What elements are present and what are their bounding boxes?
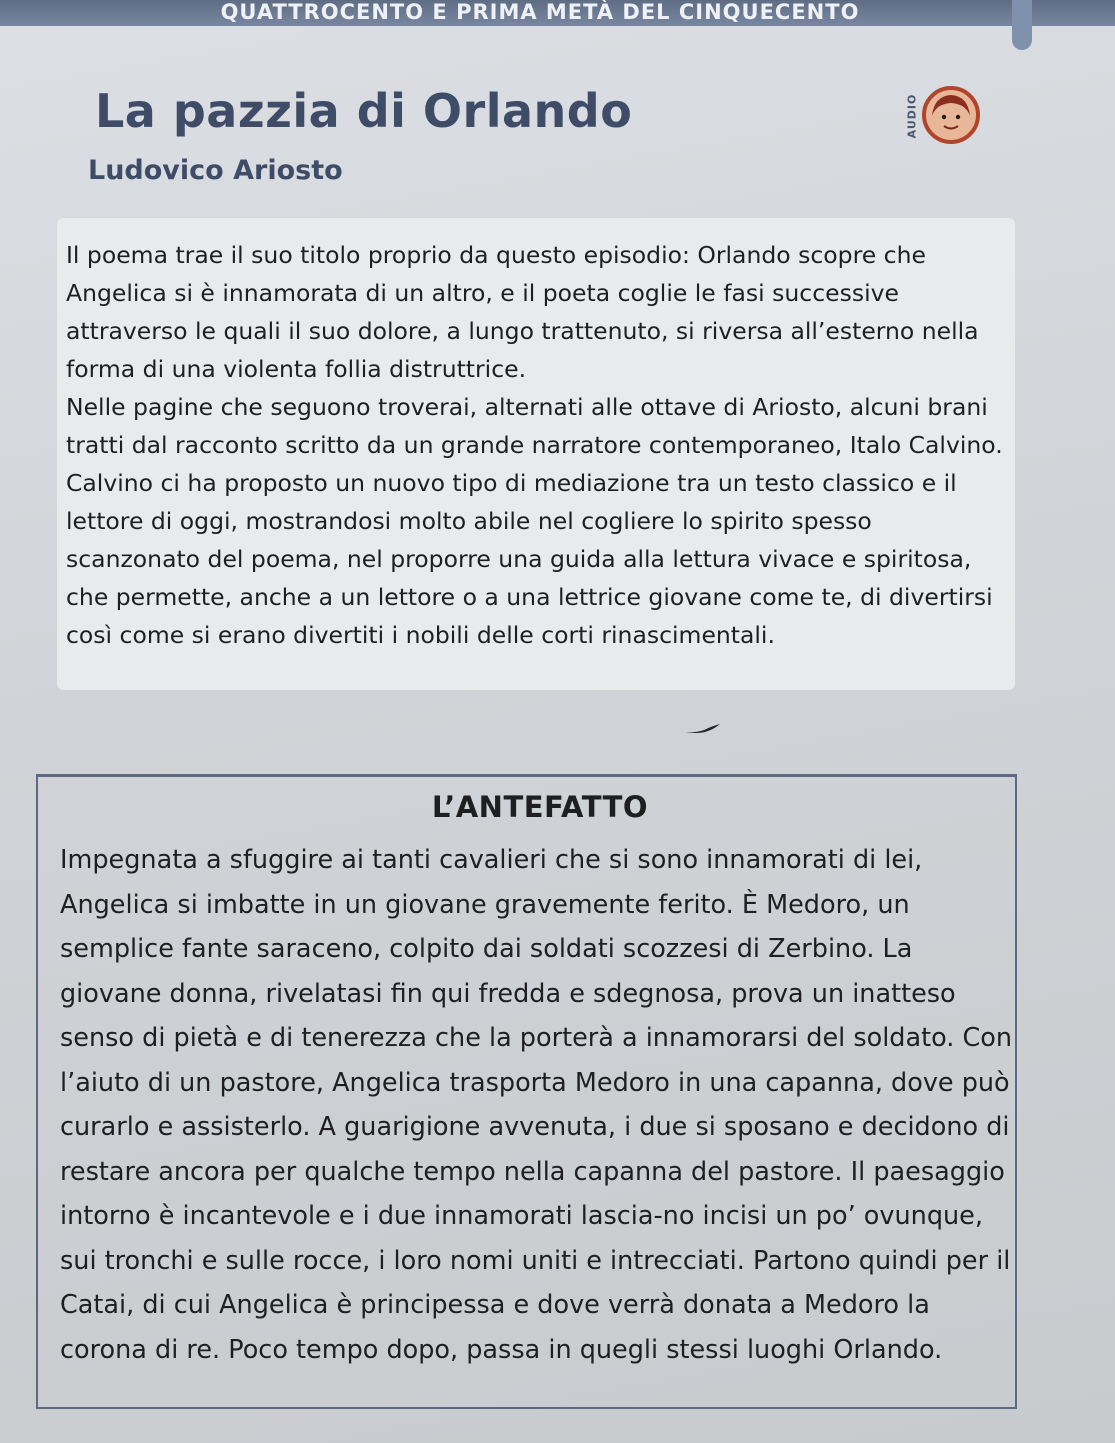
- antefatto-title: L’ANTEFATTO: [431, 790, 649, 824]
- intro-text: [66, 236, 1011, 654]
- antefatto-text: [60, 838, 1020, 1372]
- bird-ornament-icon: [678, 722, 722, 736]
- intro-paragraph: Nelle pagine che seguono troverai, alternati alle ottave di Ariosto, alcuni brani tratti dal racconto scritto da un grande narratore contemporaneo, Italo Calvino. Calvino ci ha proposto un nuovo tipo di mediazione tra un testo classico e il lettore di oggi, mostrandosi molto abile nel cogliere lo spirito spesso scanzonato del poema, nel proporre una guida alla lettura vivace e spiritosa, che permette, anche a un lettore o a una lettrice giovane come te, di divertirsi così come si erano divertiti i nobili delle corti rinascimentali.: [66, 393, 1003, 649]
- page-title: La pazzia di Orlando: [95, 84, 633, 138]
- audio-face-icon[interactable]: [922, 86, 980, 144]
- author-name: Ludovico Ariosto: [88, 155, 343, 186]
- intro-paragraph: Il poema trae il suo titolo proprio da questo episodio: Orlando scopre che Angelica si è innamorata di un altro, e il poeta coglie le fasi successive attraverso le quali il suo dolore, a lungo trattenuto, si riversa all’esterno nella forma di una violenta follia distruttrice.: [66, 241, 979, 383]
- audio-label: AUDIO: [905, 93, 919, 139]
- section-label: QUATTROCENTO E PRIMA METÀ DEL CINQUECENTO: [220, 0, 860, 24]
- page-tab-marker: [1012, 0, 1032, 50]
- antefatto-paragraph: Impegnata a sfuggire ai tanti cavalieri che si sono innamorati di lei, Angelica si imbatte in un giovane gravemente ferito. È Medoro, un semplice fante saraceno, colpito dai soldati scozzesi di Zerbino. La giovane donna, rivelatasi fin qui fredda e sdegnosa, prova un inatteso senso di pietà e di tenerezza che la porterà a innamorarsi del soldato. Con l’aiuto di un pastore, Angelica trasporta Medoro in una capanna, dove può curarlo e assisterlo. A guarigione avvenuta, i due si sposano e decidono di restare ancora per qualche tempo nella capanna del pastore. Il paesaggio intorno è incantevole e i due innamorati lascia-no incisi un po’ ovunque, sui tronchi e sulle rocce, i loro nomi uniti e intrecciati. Partono quindi per il Catai, di cui Angelica è principessa e dove verrà donata a Medoro la corona di re. Poco tempo dopo, passa in quegli stessi luoghi Orlando.: [60, 845, 1013, 1365]
